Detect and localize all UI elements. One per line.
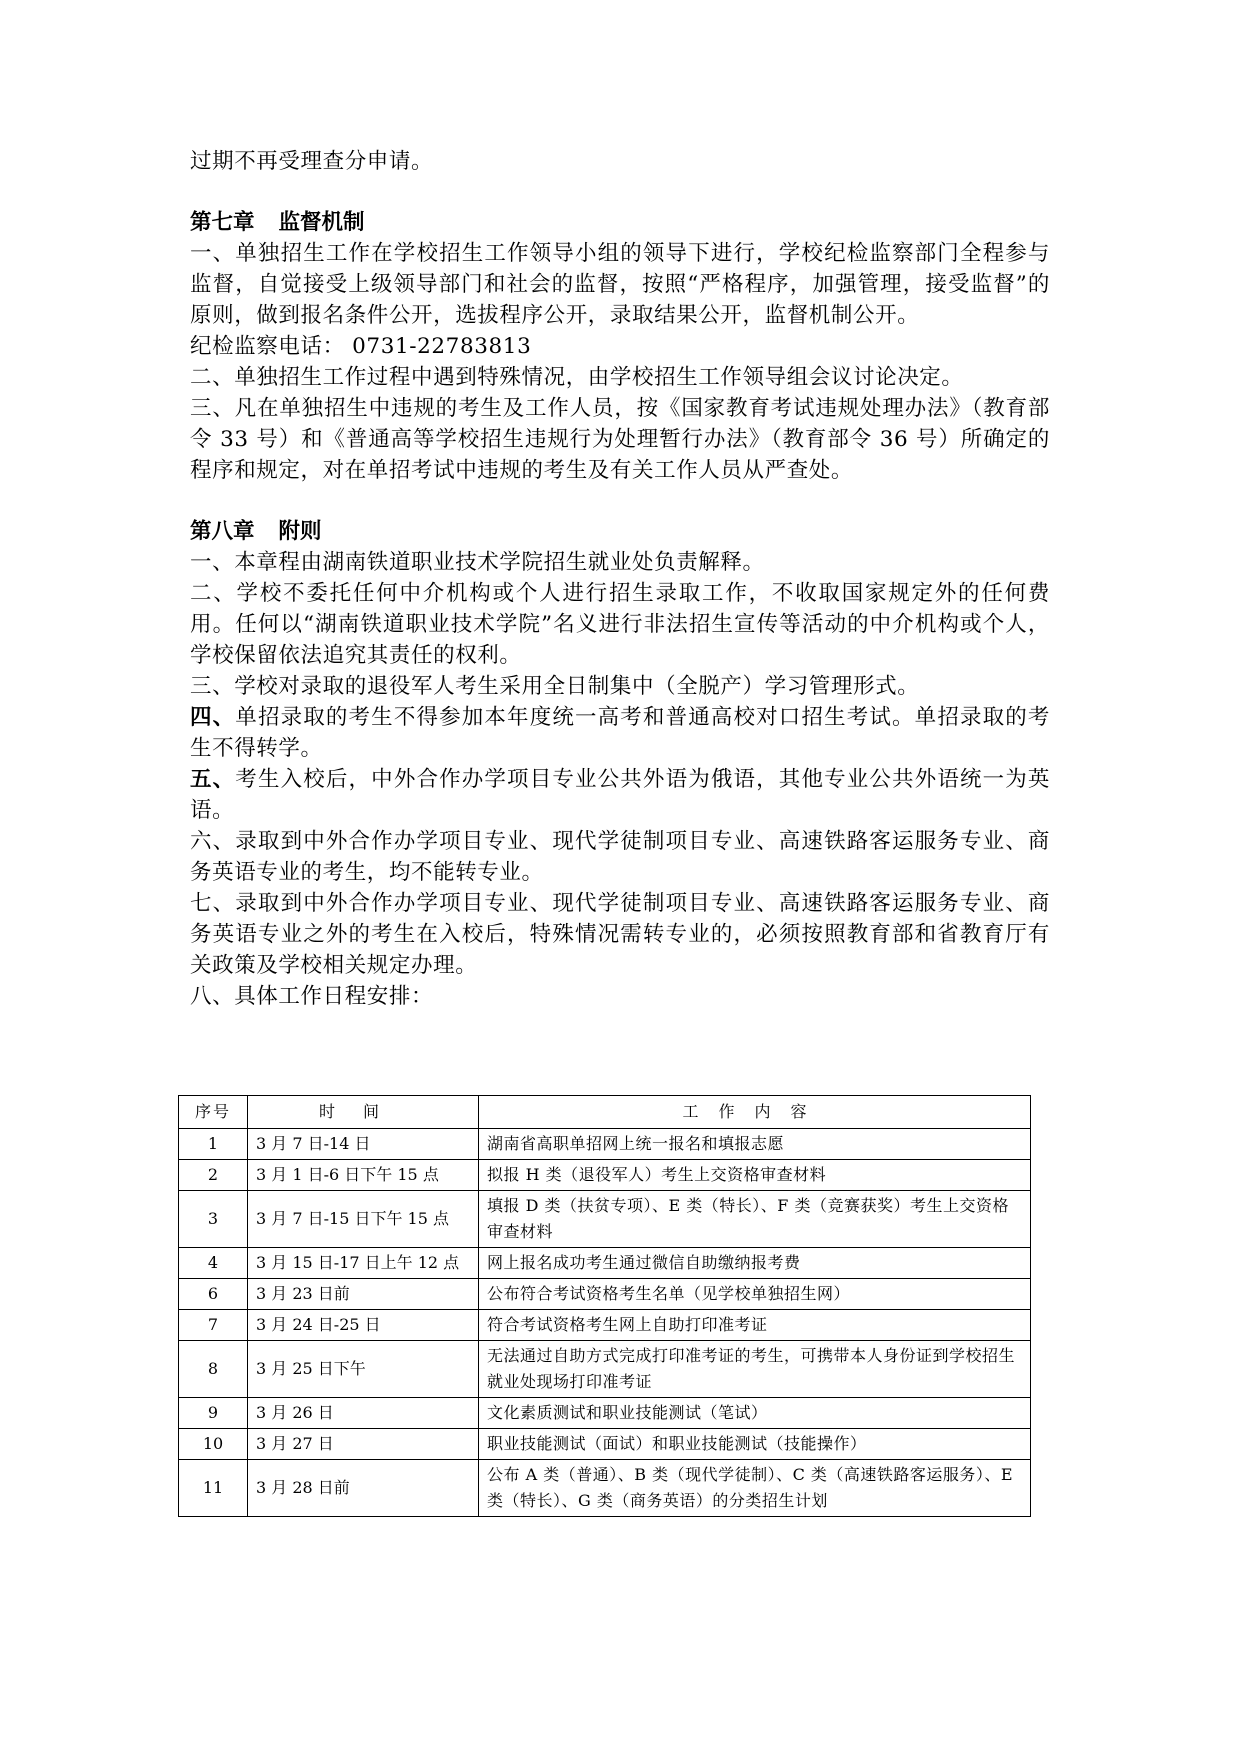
chapter-8-paragraph-5 <box>190 764 1050 826</box>
spacer <box>190 486 1050 516</box>
table-row <box>179 1279 1031 1310</box>
row-task: 填报 D 类（扶贫专项）、E 类（特长）、F 类（竞赛获奖）考生上交资格审查材料 <box>479 1191 1031 1248</box>
header-time-label: 时间 <box>318 1102 407 1121</box>
table-row <box>179 1191 1031 1248</box>
chapter-8-paragraph-6: 六、录取到中外合作办学项目专业、现代学徒制项目专业、高速铁路客运服务专业、商务英语专业的考生，均不能转专业。 <box>190 829 1050 885</box>
row-time: 3 月 25 日下午 <box>248 1341 479 1398</box>
row-task: 职业技能测试（面试）和职业技能测试（技能操作） <box>479 1429 1031 1460</box>
paragraph-5-lead: 五、 <box>190 767 236 792</box>
chapter-7-title: 监督机制 <box>278 210 365 235</box>
row-time: 3 月 1 日-6 日下午 15 点 <box>248 1160 479 1191</box>
paragraph-5-text: 考生入校后，中外合作办学项目专业公共外语为俄语，其他专业公共外语统一为英语。 <box>190 767 1050 823</box>
chapter-8-number: 第八章 <box>190 519 255 544</box>
schedule-header-row <box>179 1096 1031 1129</box>
document-body <box>190 146 1050 1012</box>
header-number: 序号 <box>179 1096 248 1129</box>
chapter-8-title: 附则 <box>278 519 322 544</box>
chapter-8-paragraph-8: 八、具体工作日程安排： <box>190 984 434 1009</box>
header-task-label: 工作内容 <box>682 1102 827 1121</box>
row-time: 3 月 27 日 <box>248 1429 479 1460</box>
chapter-7-paragraph-3: 三、凡在单独招生中违规的考生及工作人员，按《国家教育考试违规处理办法》（教育部令 33 号）和《普通高等学校招生违规行为处理暂行办法》（教育部令 36 号）所确定的程序和规定，对在单招考试中违规的考生及有关工作人员从严查处。 <box>190 396 1050 483</box>
chapter-7-heading <box>190 207 1050 238</box>
spacer <box>190 177 1050 207</box>
row-task: 文化素质测试和职业技能测试（笔试） <box>479 1398 1031 1429</box>
row-number: 9 <box>179 1398 248 1429</box>
row-task: 湖南省高职单招网上统一报名和填报志愿 <box>479 1129 1031 1160</box>
row-number: 10 <box>179 1429 248 1460</box>
table-row <box>179 1129 1031 1160</box>
header-time <box>248 1096 479 1129</box>
chapter-8-paragraph-4 <box>190 702 1050 764</box>
table-row <box>179 1310 1031 1341</box>
row-time: 3 月 7 日-14 日 <box>248 1129 479 1160</box>
row-task: 无法通过自助方式完成打印准考证的考生，可携带本人身份证到学校招生就业处现场打印准考证 <box>479 1341 1031 1398</box>
intro-line: 过期不再受理查分申请。 <box>190 149 434 174</box>
paragraph-4-text: 单招录取的考生不得参加本年度统一高考和普通高校对口招生考试。单招录取的考生不得转学。 <box>190 705 1050 761</box>
row-task: 拟报 H 类（退役军人）考生上交资格审查材料 <box>479 1160 1031 1191</box>
row-number: 3 <box>179 1191 248 1248</box>
row-time: 3 月 26 日 <box>248 1398 479 1429</box>
row-time: 3 月 15 日-17 日上午 12 点 <box>248 1248 479 1279</box>
row-number: 11 <box>179 1460 248 1517</box>
row-number: 7 <box>179 1310 248 1341</box>
chapter-7-number: 第七章 <box>190 210 255 235</box>
row-time: 3 月 7 日-15 日下午 15 点 <box>248 1191 479 1248</box>
paragraph-4-lead: 四、 <box>190 705 236 730</box>
row-number: 4 <box>179 1248 248 1279</box>
schedule-table <box>178 1095 1031 1517</box>
row-number: 1 <box>179 1129 248 1160</box>
chapter-8-paragraph-7: 七、录取到中外合作办学项目专业、现代学徒制项目专业、高速铁路客运服务专业、商务英语专业之外的考生在入校后，特殊情况需转专业的，必须按照教育部和省教育厅有关政策及学校相关规定办理。 <box>190 891 1050 978</box>
row-time: 3 月 23 日前 <box>248 1279 479 1310</box>
chapter-8-heading <box>190 516 1050 547</box>
chapter-8-paragraph-2: 二、学校不委托任何中介机构或个人进行招生录取工作，不收取国家规定外的任何费用。任何以“湖南铁道职业技术学院”名义进行非法招生宣传等活动的中介机构或个人，学校保留依法追究其责任的权利。 <box>190 581 1050 668</box>
row-number: 2 <box>179 1160 248 1191</box>
chapter-8-paragraph-1: 一、本章程由湖南铁道职业技术学院招生就业处负责解释。 <box>190 550 765 575</box>
table-row <box>179 1160 1031 1191</box>
table-row <box>179 1429 1031 1460</box>
row-time: 3 月 24 日-25 日 <box>248 1310 479 1341</box>
row-number: 6 <box>179 1279 248 1310</box>
hotline-line: 纪检监察电话： 0731-22783813 <box>190 334 532 359</box>
row-task: 公布 A 类（普通）、B 类（现代学徒制）、C 类（高速铁路客运服务）、E 类（特长）、G 类（商务英语）的分类招生计划 <box>479 1460 1031 1517</box>
chapter-7-paragraph-2: 二、单独招生工作过程中遇到特殊情况，由学校招生工作领导组会议讨论决定。 <box>190 365 964 390</box>
row-task: 公布符合考试资格考生名单（见学校单独招生网） <box>479 1279 1031 1310</box>
chapter-8-paragraph-3: 三、学校对录取的退役军人考生采用全日制集中（全脱产）学习管理形式。 <box>190 674 920 699</box>
header-task <box>479 1096 1031 1129</box>
row-task: 符合考试资格考生网上自助打印准考证 <box>479 1310 1031 1341</box>
row-time: 3 月 28 日前 <box>248 1460 479 1517</box>
table-row <box>179 1341 1031 1398</box>
table-row <box>179 1460 1031 1517</box>
row-task: 网上报名成功考生通过微信自助缴纳报考费 <box>479 1248 1031 1279</box>
row-number: 8 <box>179 1341 248 1398</box>
chapter-7-paragraph-1: 一、单独招生工作在学校招生工作领导小组的领导下进行，学校纪检监察部门全程参与监督，自觉接受上级领导部门和社会的监督，按照“严格程序，加强管理，接受监督”的原则，做到报名条件公开，选拔程序公开，录取结果公开，监督机制公开。 <box>190 241 1050 328</box>
table-row <box>179 1398 1031 1429</box>
table-row <box>179 1248 1031 1279</box>
